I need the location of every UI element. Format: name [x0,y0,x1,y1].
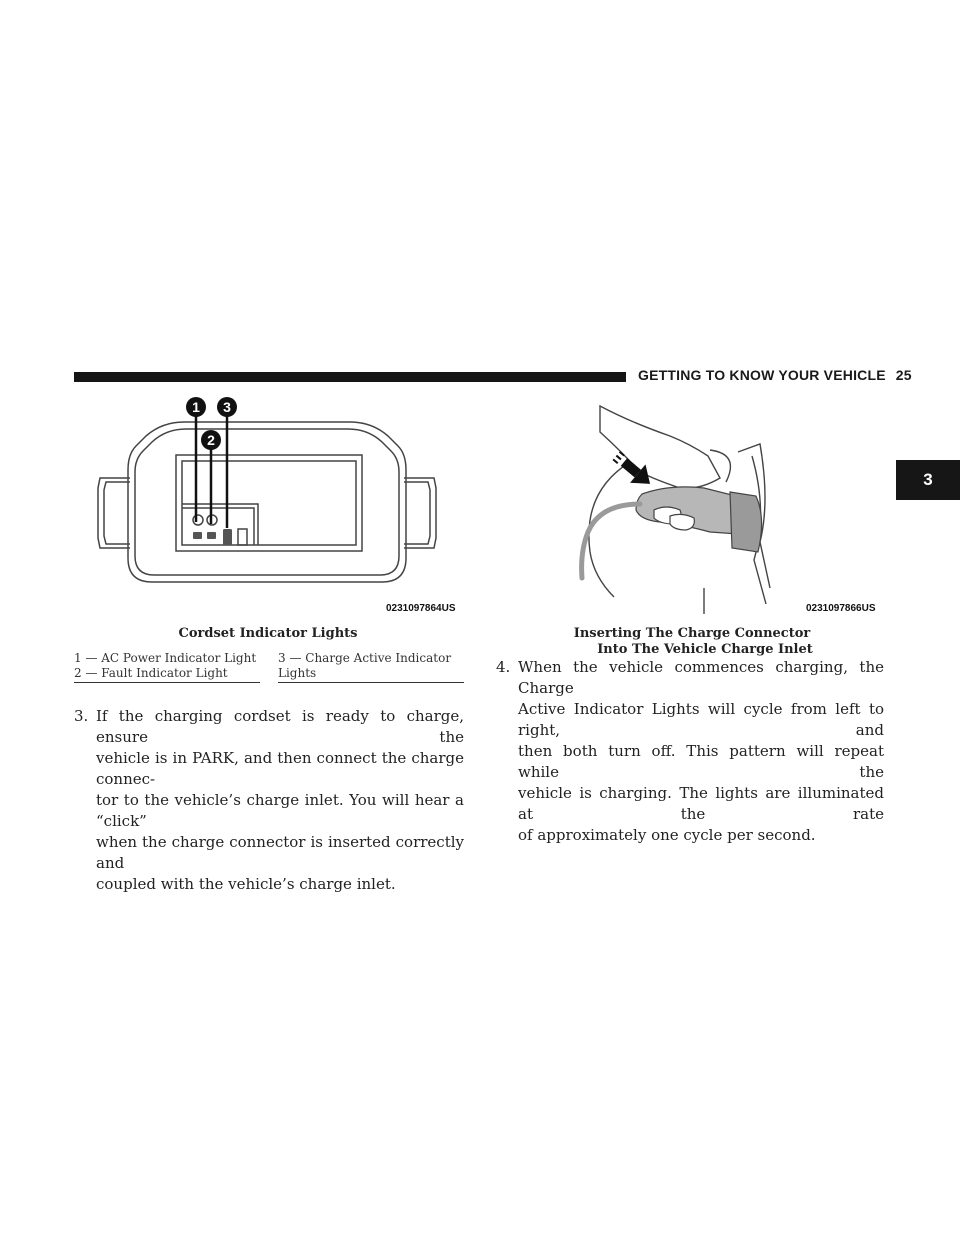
figure-code-left: 0231097864US [386,603,456,614]
legend-col-1 [74,651,260,681]
callout-2: 2 [207,432,215,448]
figure-caption-right-line-1: Inserting The Charge Connector [573,626,811,641]
step-4-line-4: vehicle is charging. The lights are illuminated at the rate [518,784,884,823]
step-3-paragraph [74,706,464,895]
legend-underline-2 [278,682,464,683]
step-4-line-3: then both turn off. This pattern will repeat while the [518,742,884,781]
step-4-line-2: Active Indicator Lights will cycle from left to right, and [518,700,884,739]
legend-item-3-cont: Lights [278,666,317,680]
step-3-line-5: coupled with the vehicle’s charge inlet. [96,875,396,893]
charge-connector-drawing [570,392,886,614]
step-3-number: 3. [74,707,89,725]
cordset-illustration [92,392,472,622]
step-4-line-1: When the vehicle commences charging, the Charge [518,658,884,697]
page-number: 25 [895,367,912,383]
step-4-line-5: of approximately one cycle per second. [518,826,816,844]
legend-item-2: 2 — Fault Indicator Light [74,666,228,680]
step-3-line-2: vehicle is in PARK, and then connect the charge connec- [96,749,464,788]
step-3-line-3: tor to the vehicle’s charge inlet. You will hear a “click” [96,791,464,830]
header-rule [74,372,626,382]
figure-caption-right-line-2: Into The Vehicle Charge Inlet [597,642,813,657]
legend-item-1: 1 — AC Power Indicator Light [74,651,257,665]
chapter-tab [896,460,960,500]
step-3-line-1: If the charging cordset is ready to charge, ensure the [96,707,464,746]
legend-item-3: 3 — Charge Active Indicator [278,651,452,665]
chapter-number: 3 [923,470,933,489]
legend-col-2 [278,651,464,681]
callout-3: 3 [223,399,231,415]
section-title: GETTING TO KNOW YOUR VEHICLE [638,367,886,383]
step-4-number: 4. [496,658,511,676]
figure-code-right: 0231097866US [806,603,876,614]
step-4-paragraph [496,657,884,846]
legend-underline-1 [74,682,260,683]
cordset-drawing [92,392,472,622]
step-3-line-4: when the charge connector is inserted correctly and [96,833,464,872]
running-header [638,367,912,387]
callout-1: 1 [192,399,200,415]
figure-caption-right [500,626,884,658]
charge-connector-illustration [570,392,886,614]
figure-caption-left: Cordset Indicator Lights [178,626,358,641]
